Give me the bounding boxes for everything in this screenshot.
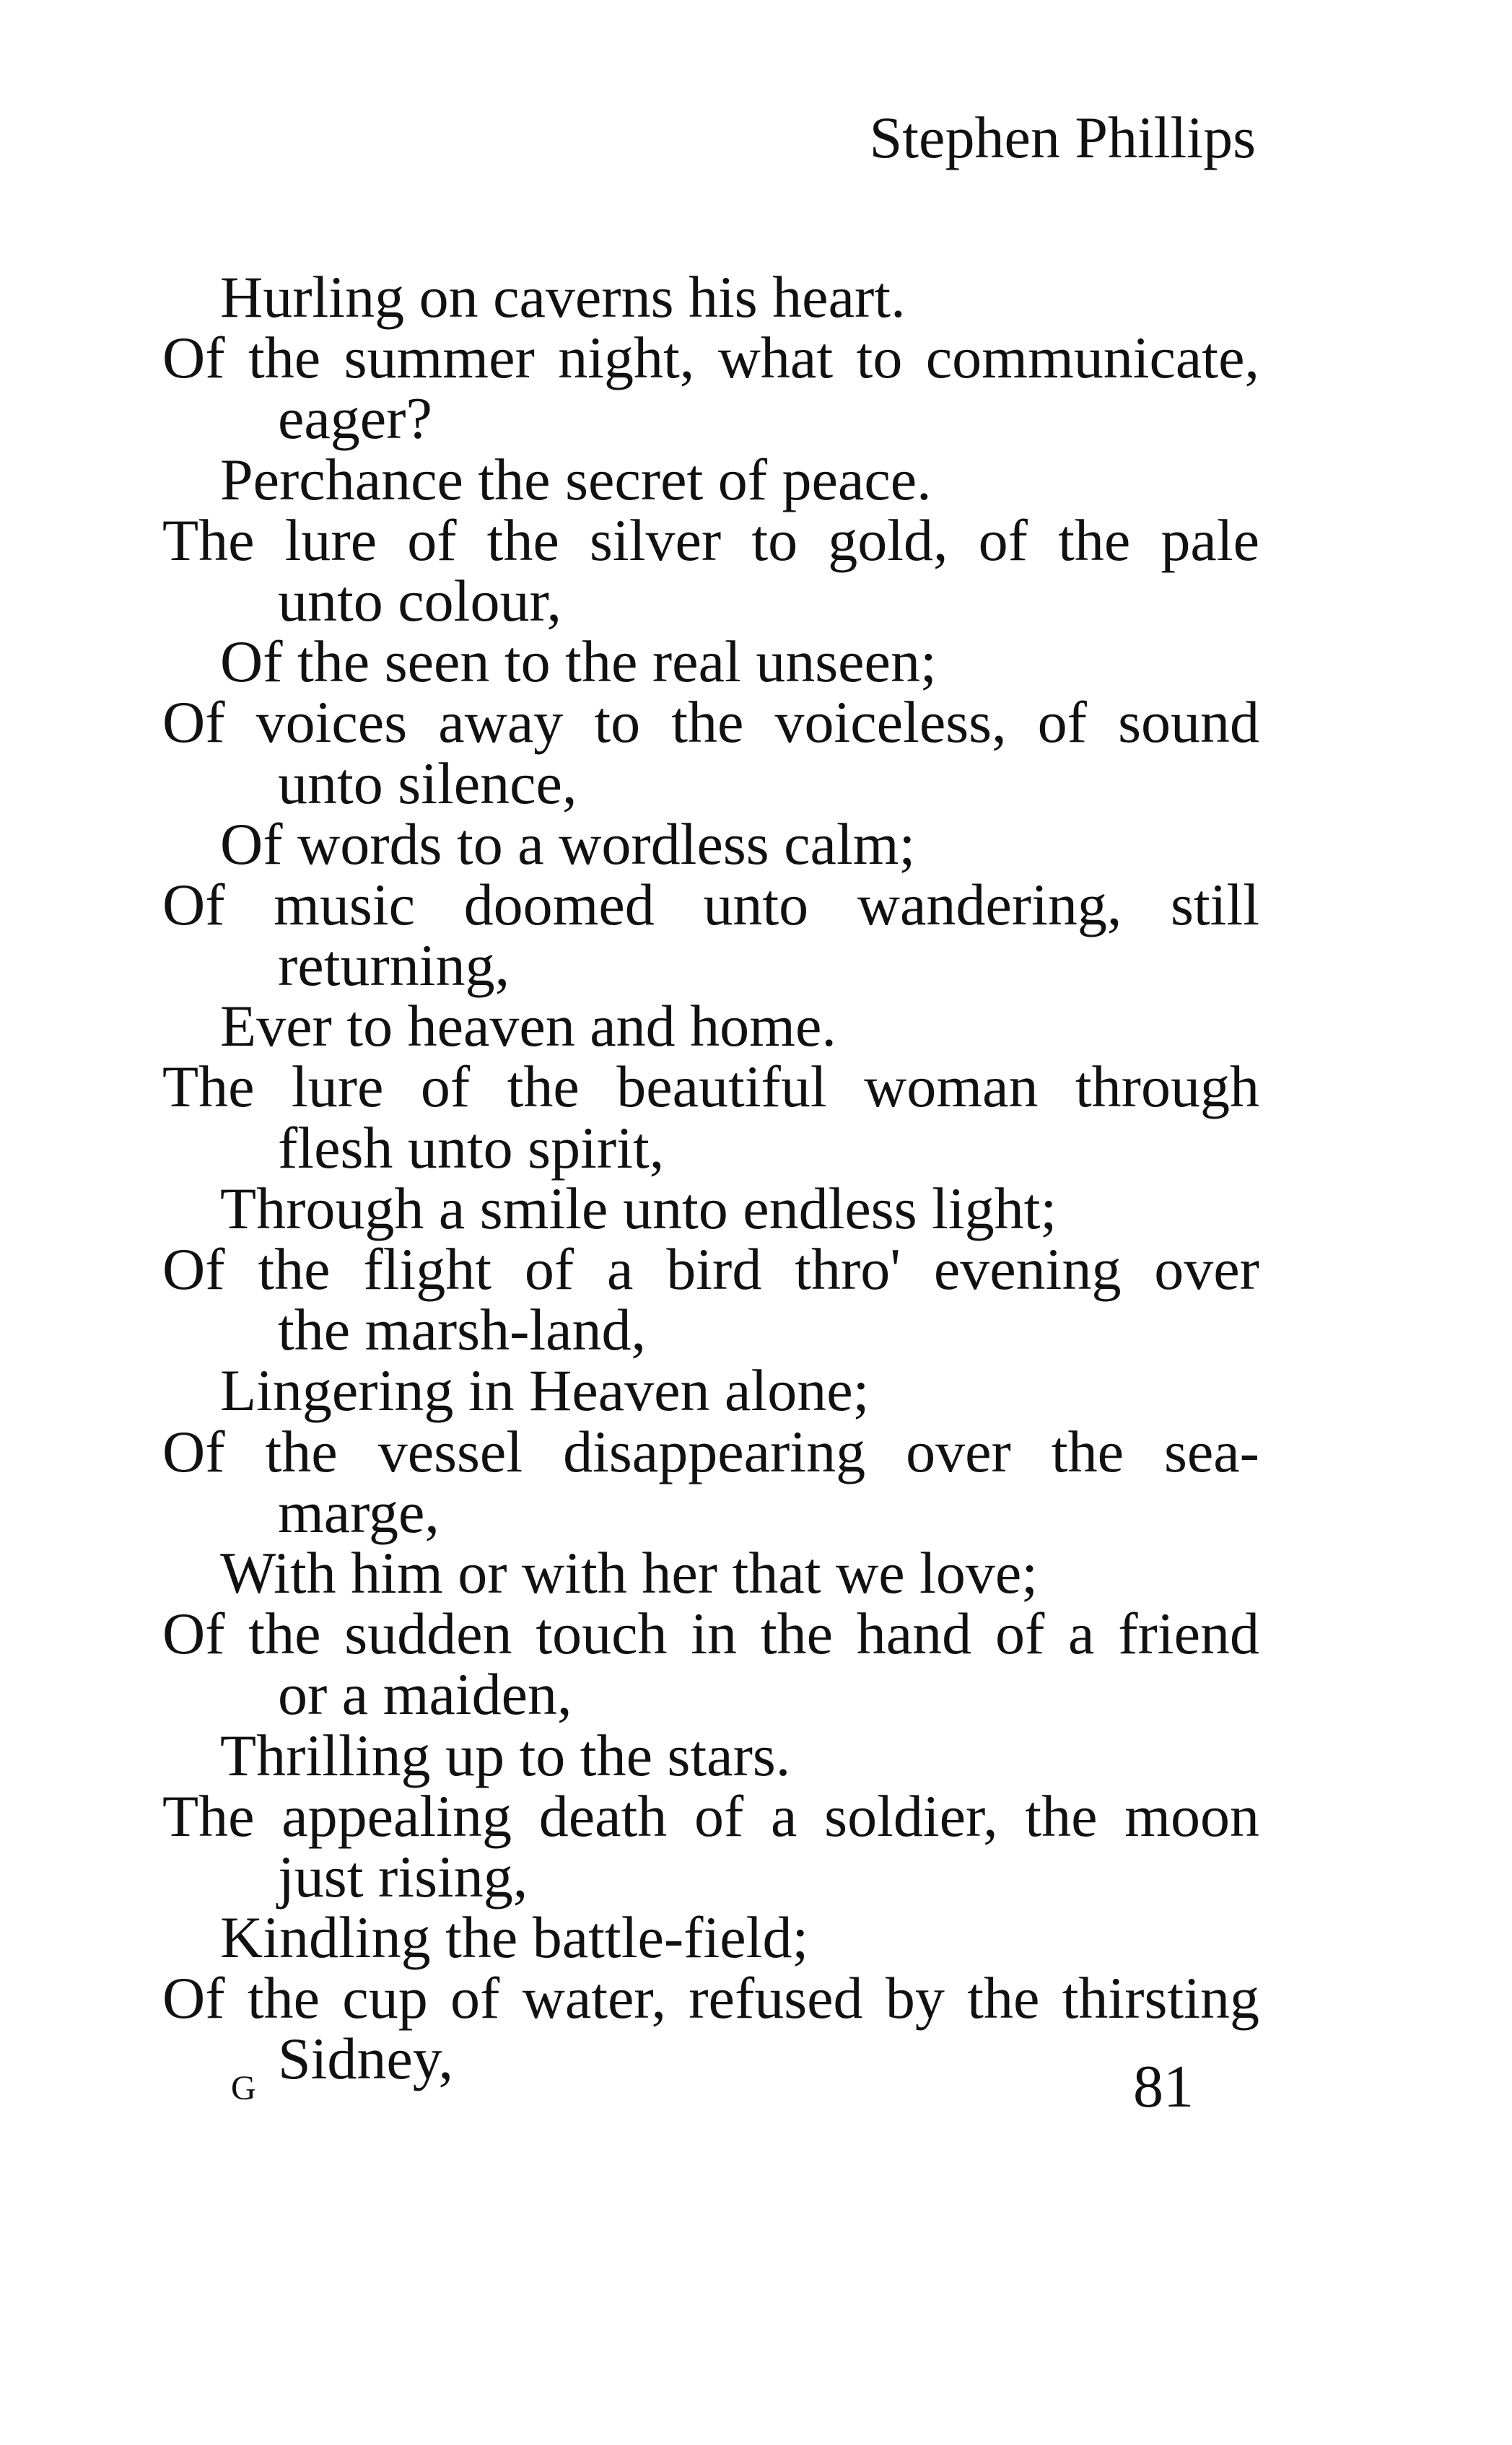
poem-line: Ever to heaven and home. (220, 993, 836, 1059)
poem-line-continuation: unto colour, (278, 567, 561, 634)
poem-line: Lingering in Heaven alone; (220, 1357, 870, 1424)
poem-line: Of the flight of a bird thro' evening over (162, 1236, 1259, 1302)
page-number: 81 (1133, 2053, 1194, 2120)
poem-line-continuation: returning, (278, 932, 510, 999)
poem-line-continuation: flesh unto spirit, (278, 1114, 665, 1181)
poem-line: Thrilling up to the stars. (220, 1722, 791, 1788)
poem-line: Of voices away to the voiceless, of sound (162, 689, 1259, 756)
poem-line-continuation: Sidney, (278, 2026, 453, 2092)
poem-line: Hurling on caverns his heart. (220, 264, 906, 330)
poem-line-continuation: or a maiden, (278, 1661, 572, 1728)
poem-line-continuation: eager? (278, 385, 432, 452)
poem-line: Of music doomed unto wandering, still (162, 871, 1259, 937)
poem-line: Of the seen to the real unseen; (220, 629, 937, 695)
poem-line-continuation: unto silence, (278, 750, 577, 816)
poem-line: Of words to a wordless calm; (220, 810, 916, 877)
poem-line: Perchance the secret of peace. (220, 446, 932, 512)
signature-mark: G (231, 2069, 256, 2107)
poem-line: With him or with her that we love; (220, 1539, 1039, 1606)
poem-line-continuation: the marsh-land, (278, 1297, 647, 1363)
poem-line: Of the cup of water, refused by the thirsting (162, 1965, 1259, 2031)
poem-line: Of the summer night, what to communicate, (162, 325, 1259, 391)
poem-line-continuation: marge, (278, 1479, 440, 1545)
poem-line: Through a smile unto endless light; (220, 1175, 1057, 1241)
poem-line: Of the vessel disappearing over the sea- (162, 1418, 1259, 1484)
poem-line: Of the sudden touch in the hand of a friend (162, 1601, 1259, 1667)
poem-line: Kindling the battle-field; (220, 1904, 809, 1971)
poem-line-continuation: just rising, (278, 1843, 528, 1910)
poem-line: The lure of the silver to gold, of the pale (162, 507, 1259, 573)
poem-line: The lure of the beautiful woman through (162, 1054, 1259, 1120)
poem-line: The appealing death of a soldier, the moon (162, 1783, 1259, 1849)
poem-text (162, 264, 1259, 2092)
running-head: Stephen Phillips (869, 105, 1256, 170)
